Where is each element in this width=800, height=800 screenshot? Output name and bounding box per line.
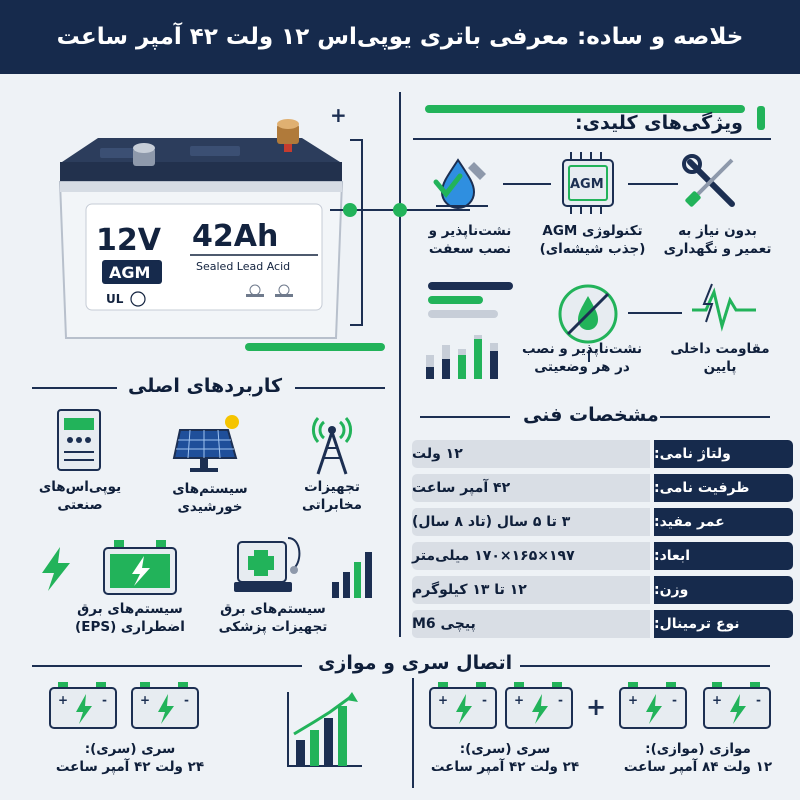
svg-text:AGM: AGM xyxy=(570,177,604,192)
voltage-label: 12V xyxy=(96,223,161,258)
ups-icon xyxy=(52,408,106,472)
spec-key: ظرفیت نامی: xyxy=(654,474,793,502)
connection-label-series-1: سری (سری): ۲۴ ولت ۴۲ آمپر ساعت xyxy=(55,741,205,776)
app-label-medical: سیستم‌های برق تجهیزات پزشکی xyxy=(218,601,328,636)
connection-label-series-2: سری (سری): ۲۴ ولت ۴۲ آمپر ساعت xyxy=(430,741,580,776)
mini-battery-icon xyxy=(620,682,686,728)
svg-text:+: + xyxy=(330,103,347,127)
svg-text:UL: UL xyxy=(106,292,124,306)
solar-panel-icon xyxy=(172,412,246,474)
applications-title: کاربردهای اصلی xyxy=(128,375,283,397)
svg-text:+: + xyxy=(140,693,151,707)
spec-row-terminal xyxy=(412,610,793,638)
svg-text:-: - xyxy=(672,693,677,707)
spec-value: پیچی M6 xyxy=(412,610,650,638)
specs-title: مشخصات فنی xyxy=(523,404,659,426)
spec-row-lifespan xyxy=(412,508,793,536)
mini-battery-icon xyxy=(132,682,198,728)
series-pair-1 xyxy=(48,682,208,730)
mini-battery-icon xyxy=(506,682,572,728)
spec-key: ولتاژ نامی: xyxy=(654,440,793,468)
app-label-solar: سیستم‌های خورشیدی xyxy=(172,481,248,516)
no-leak-icon xyxy=(552,282,624,348)
capacity-label: 42Ah xyxy=(192,219,279,254)
medical-device-icon xyxy=(232,532,312,598)
features-accent xyxy=(757,106,765,130)
svg-text:-: - xyxy=(756,693,761,707)
svg-text:-: - xyxy=(558,693,563,707)
app-label-telecom: تجهیزات مخابراتی xyxy=(302,479,362,514)
wrench-screwdriver-icon xyxy=(680,152,750,212)
features-rule xyxy=(413,138,771,140)
svg-text:+: + xyxy=(712,693,723,707)
telecom-tower-icon xyxy=(302,408,362,476)
mini-battery-icon xyxy=(50,682,116,728)
feature-label-agm: تکنولوژی AGM (جذب شیشه‌ای) xyxy=(539,223,646,258)
spec-row-voltage xyxy=(412,440,793,468)
connection-label-parallel: موازی (موازی): ۱۲ ولت ۸۴ آمپر ساعت xyxy=(623,741,773,776)
app-label-ups: یوپی‌اس‌های صنعتی xyxy=(38,479,122,514)
svg-text:+: + xyxy=(58,693,69,707)
feature-label-no-leak: نشت‌ناپذیر و نصب در هر وضعیتی xyxy=(521,341,643,376)
growth-chart-icon xyxy=(284,690,364,770)
battery-subtitle: Sealed Lead Acid xyxy=(196,260,291,273)
page-title: خلاصه و ساده: معرفی باتری یوپی‌اس ۱۲ ولت ۴۲ آمپر ساعت xyxy=(56,24,744,50)
sealed-drop-icon xyxy=(428,152,498,212)
spec-row-dimensions xyxy=(412,542,793,570)
series-pair-2 xyxy=(428,682,588,730)
agm-chip-icon xyxy=(553,150,623,216)
svg-text:-: - xyxy=(482,693,487,707)
connection-title: اتصال سری و موازی xyxy=(318,652,513,674)
spec-key: نوع ترمینال: xyxy=(654,610,793,638)
spec-row-capacity xyxy=(412,474,793,502)
level-bars-icon xyxy=(424,325,514,380)
pulse-icon xyxy=(690,282,760,332)
center-divider xyxy=(399,92,401,637)
spec-key: وزن: xyxy=(654,576,793,604)
spec-value: ۱۲ تا ۱۳ کیلوگرم xyxy=(412,576,650,604)
bar-graph-icon xyxy=(330,548,382,600)
battery-illustration xyxy=(40,100,390,360)
app-label-eps: سیستم‌های برق اضطراری (EPS) xyxy=(75,601,185,636)
spec-value: ۱۲ ولت xyxy=(412,440,650,468)
page-header xyxy=(0,0,800,74)
spec-key: عمر مفید: xyxy=(654,508,793,536)
feature-label-maintenance: بدون نیاز به تعمیر و نگهداری xyxy=(663,223,772,258)
mini-battery-icon xyxy=(430,682,496,728)
svg-text:+: + xyxy=(628,693,639,707)
feature-label-resistance: مقاومت داخلی پایین xyxy=(670,341,770,376)
negative-terminal-icon xyxy=(133,143,155,166)
agm-badge: AGM xyxy=(109,263,151,282)
svg-text:+: + xyxy=(438,693,449,707)
spec-key: ابعاد: xyxy=(654,542,793,570)
feature-label-sealed: نشت‌ناپذیر و نصب سعفت xyxy=(428,223,512,258)
parallel-pair xyxy=(618,682,778,730)
spec-value: ۴۲ آمپر ساعت xyxy=(412,474,650,502)
spec-value: ۱۹۷×۱۶۵×۱۷۰ میلی‌متر xyxy=(412,542,650,570)
lightning-icon xyxy=(36,545,76,593)
svg-text:-: - xyxy=(184,693,189,707)
features-title: ویژگی‌های کلیدی: xyxy=(575,112,743,134)
battery-green-bar xyxy=(245,343,385,351)
svg-text:+: + xyxy=(514,693,525,707)
spec-value: ۳ تا ۵ سال (تاد ۸ سال) xyxy=(412,508,650,536)
mini-battery-icon xyxy=(704,682,770,728)
svg-text:-: - xyxy=(102,693,107,707)
spec-row-weight xyxy=(412,576,793,604)
plus-sign: + xyxy=(586,693,607,721)
emergency-battery-icon xyxy=(100,540,180,598)
